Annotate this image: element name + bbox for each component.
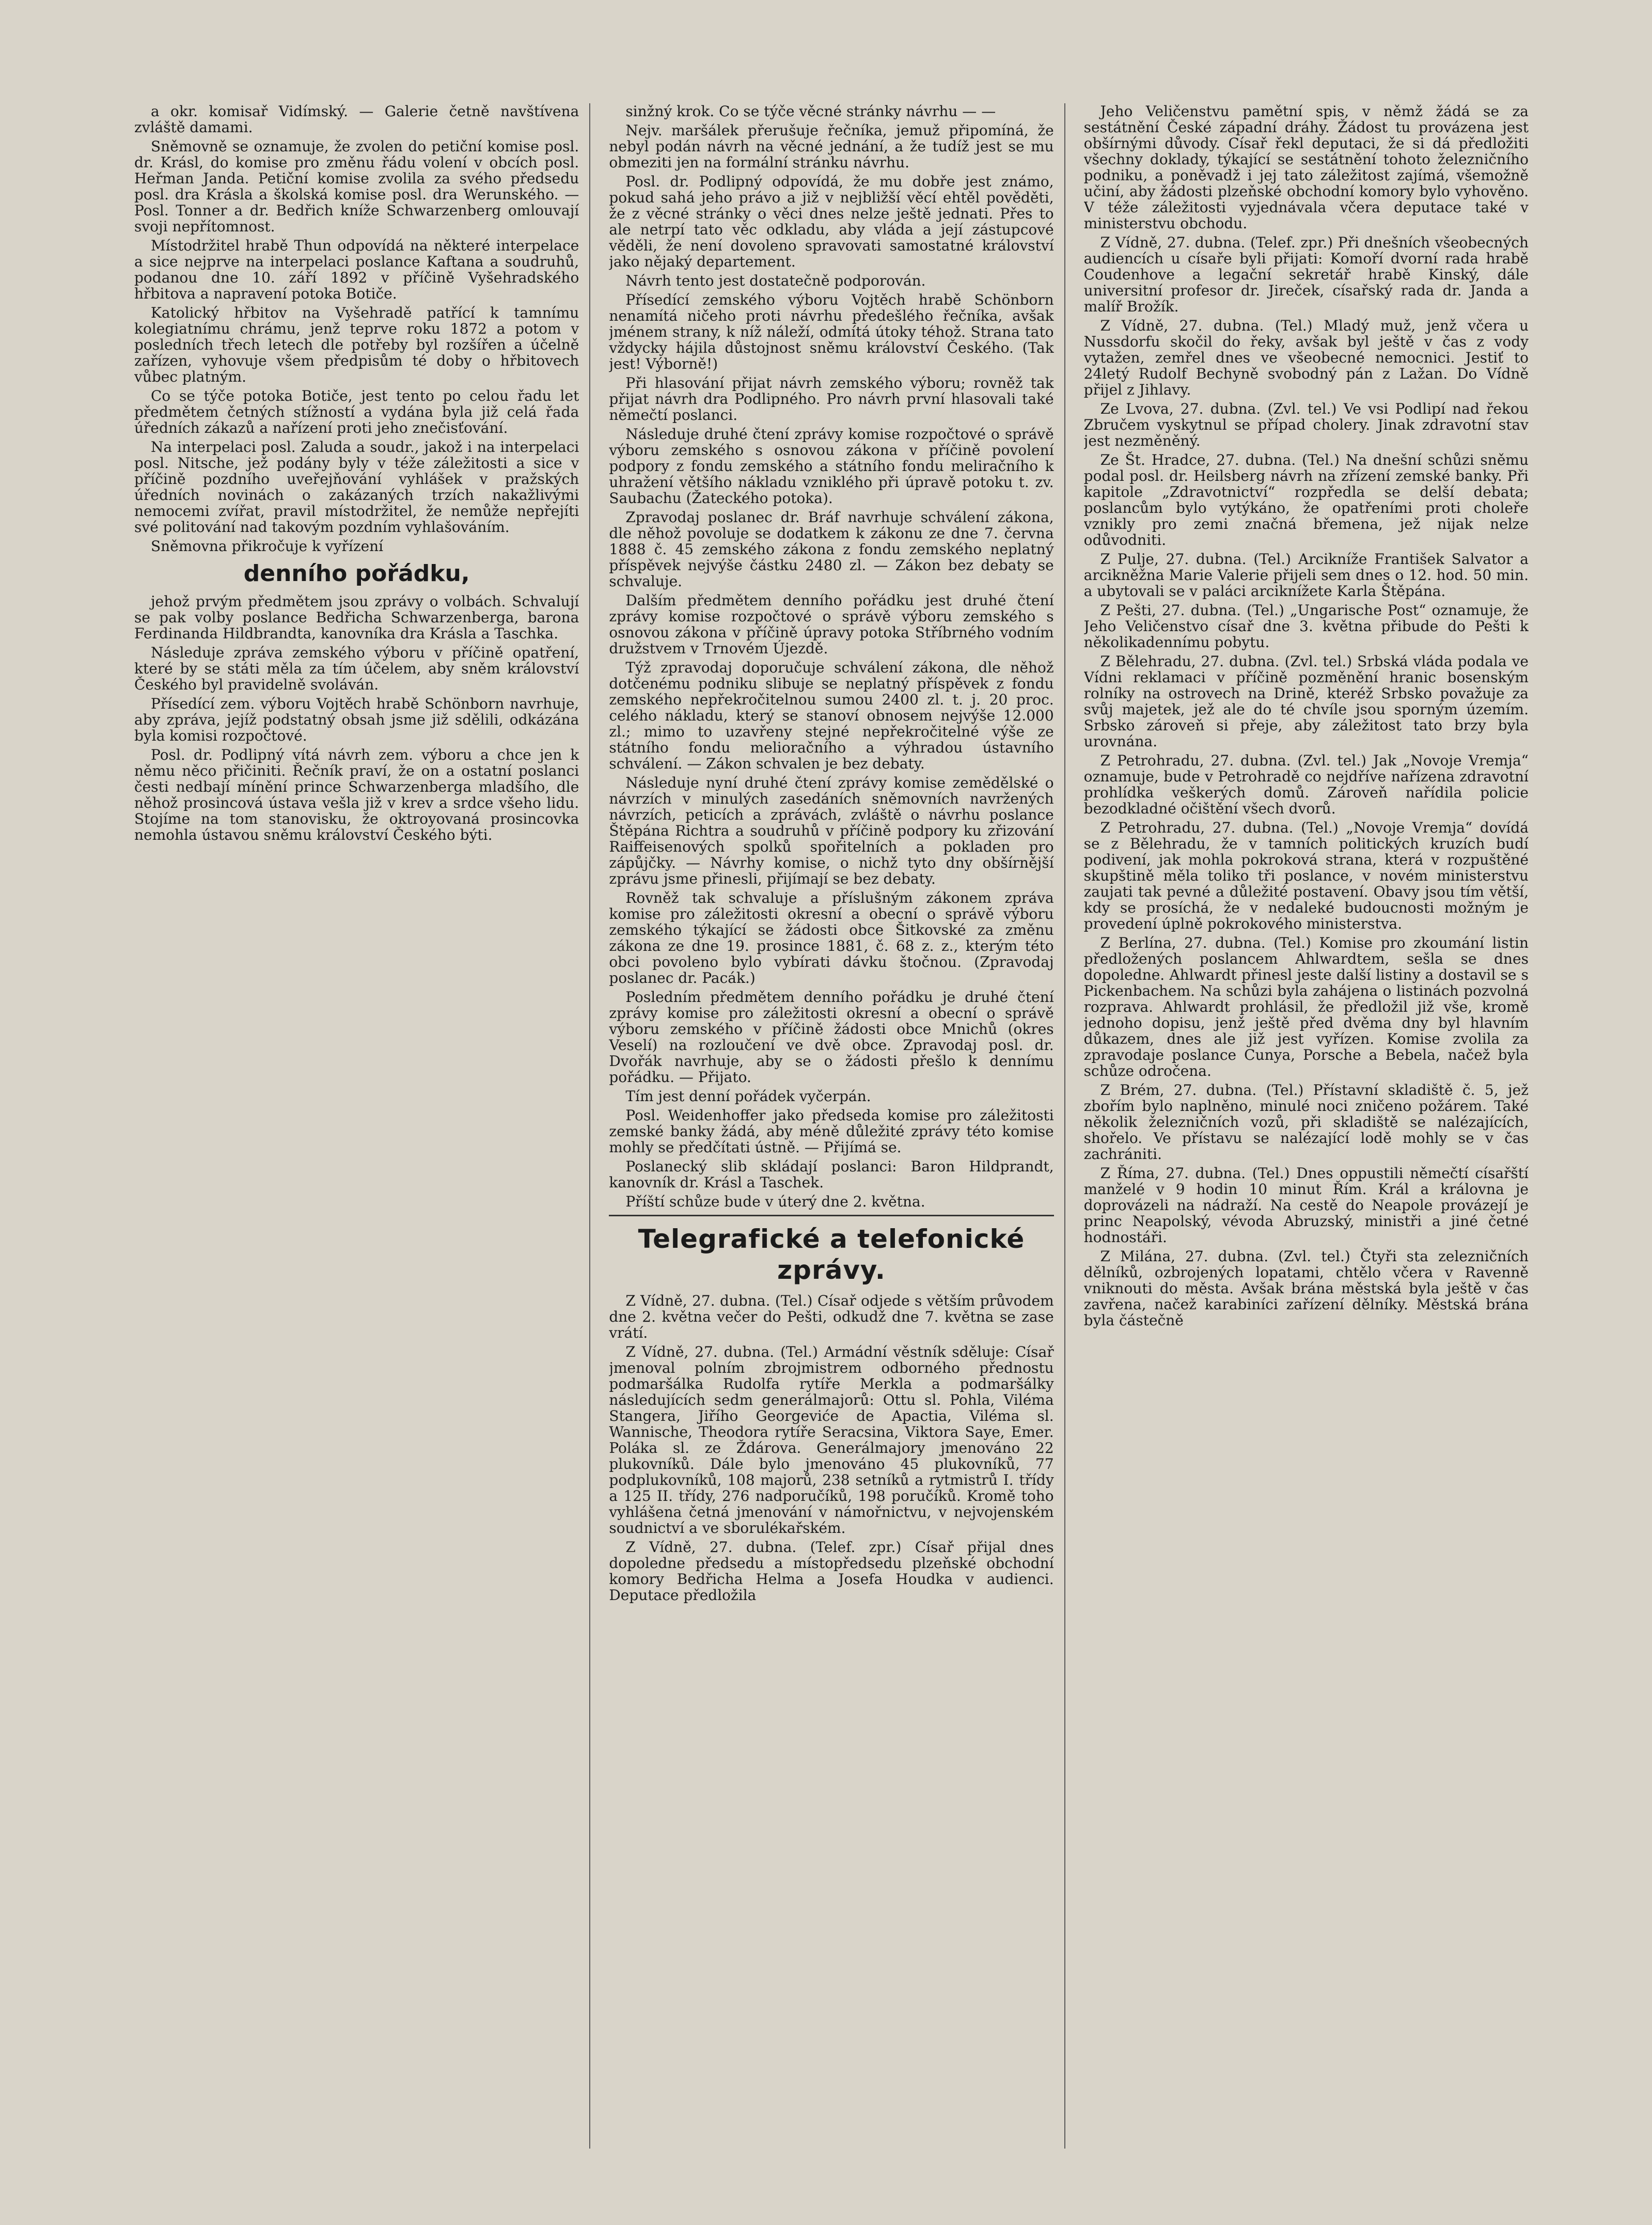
paragraph: Přísedící zem. výboru Vojtěch hrabě Schönborn navrhuje, aby zpráva, jejíž podstatný obsah jsme již sdělili, odkázána byla komisi rozpočtové.	[134, 695, 579, 744]
paragraph: Tím jest denní pořádek vyčerpán.	[625, 1088, 871, 1105]
column-3	[1084, 103, 1529, 2149]
paragraph: Zpravodaj poslanec dr. Bráf navrhuje schválení zákona, dle něhož povoluje se dodatkem k zákonu ze dne 7. června 1888 č. 45 zemského zákona z fondu zemského neplatný příspěvek nejvýše částku 2480 zl. — Zákon bez debaty se schvaluje.	[609, 509, 1054, 590]
paragraph: Z Pulje, 27. dubna. (Tel.) Arcikníže František Salvator a arcikněžna Marie Valerie přijeli sem dnes o 12. hod. 50 min. a ubytovali se v paláci arciknížete Karla Štěpána.	[1083, 551, 1529, 600]
paragraph: Při hlasování přijat návrh zemského výboru; rovněž tak přijat návrh dra Podlipného. Pro návrh první hlasovali také němečtí poslanci.	[609, 374, 1054, 424]
paragraph: Z Vídně, 27. dubna. (Tel.) Císař odjede s větším průvodem dne 2. května večer do Pešti, odkudž dne 7. května se zase vrátí.	[609, 1292, 1054, 1341]
paragraph: Z Pešti, 27. dubna. (Tel.) „Ungarische Post“ oznamuje, že Jeho Veličenstvo císař dne 3. května přibude do Pešti k několikadennímu pobytu.	[1083, 602, 1529, 651]
paragraph: Posl. dr. Podlipný odpovídá, že mu dobře jest známo, pokud sahá jeho právo a již v nejbližší věcí ehtěl pověděti, že z věcné stránky o věci dnes nelze ještě jednati. Přes to ale netrpí tato věc odkladu, aby vláda a její zástupcové věděli, že není dovoleno spravovati samostatné království jako nějaký departement.	[609, 173, 1054, 270]
paragraph: Z Bělehradu, 27. dubna. (Zvl. tel.) Srbská vláda podala ve Vídni reklamaci v příčině pozměnění hranic bosenským rolníky na ostrovech na Drině, kteréž Srbsko považuje za svůj majetek, jež ale do té chvíle jsou sporným územím. Srbsko zároveň si přeje, aby záležitost tato brzy byla urovnána.	[1083, 653, 1529, 750]
paragraph: Katolický hřbitov na Vyšehradě patřící k tamnímu kolegiatnímu chrámu, jenž teprve roku 1872 a potom v posledních třech letech dle potřeby byl rozšířen a účelně zařízen, vyhovuje všem předpisům té doby o hřbitovech vůbec platným.	[134, 304, 579, 385]
paragraph: Na interpelaci posl. Zaluda a soudr., jakož i na interpelaci posl. Nitsche, jež podány byly v téže záležitosti a sice v příčině pozdního uveřejňování vyhlášek v pražských úředních novinách o zakázaných trzích nakažlivými nemocemi zvířat, pravil místodržitel, že nemůže nepřejíti své politování nad takovým pozdním vyhlašováním.	[134, 438, 579, 536]
column-2	[609, 103, 1065, 2149]
paragraph: jehož prvým předmětem jsou zprávy o volbách. Schvalují se pak volby poslance Bedřicha Schwarzenberga, barona Ferdinanda Hildbrandta, kanovníka dra Krásla a Taschka.	[134, 593, 579, 642]
paragraph: Z Vídně, 27. dubna. (Telef. zpr.) Při dnešních všeobecných audiencích u císaře byli přijati: Komoří dvorní rada hrabě Coudenhove a legační sekretář hrabě Kinský, dále universitní profesor dr. Jireček, císařský rada dr. Janda a malíř Brožík.	[1083, 234, 1529, 315]
paragraph: Přísedící zemského výboru Vojtěch hrabě Schönborn nenamítá ničeho proti návrhu předešlého řečníka, avšak jménem strany, k níž náleží, odmítá útoky téhož. Strana tato vždycky hájila důstojnost sněmu království Českého. (Tak jest! Výborně!)	[609, 291, 1054, 372]
paragraph: Jeho Veličenstvu pamětní spis, v němž žádá se za sestátnění České západní dráhy. Žádost tu provázena jest obšírnými důvody. Císař řekl deputaci, že si dá předložiti všechny doklady, týkající se sestátnění tohoto železničního podniku, a poněvadž i jej tato záležitost zajímá, všemožně učiní, aby žádosti plzeňské obchodní komory bylo vyhověno. V téže záležitosti vyjednávala včera deputace také v ministerstvu obchodu.	[1083, 103, 1529, 232]
paragraph: Příští schůze bude v úterý dne 2. května.	[625, 1193, 925, 1210]
paragraph: Z Berlína, 27. dubna. (Tel.) Komise pro zkoumání listin předložených poslancem Ahlwardtem, sešla se dnes dopoledne. Ahlwardt přinesl jeste další listiny a dostavil se s Pickenbachem. Na schůzi byla zahájena o listinách pozvolná rozprava. Ahlwardt prohlásil, že předložil již vše, kromě jednoho dopisu, jenž ještě před dvěma dny byl hlavním důkazem, dnes ale již jest vyřízen. Komise zvolila za zpravodaje poslance Cunya, Porsche a Bebela, načež byla schůze odročena.	[1083, 934, 1529, 1079]
paragraph: Z Petrohradu, 27. dubna. (Tel.) „Novoje Vremja“ dovídá se z Bělehradu, že v tamních politických kruzích budí podivení, jak mohla pokroková strana, která v rozpuštěné skupštině měla toliko tři poslance, v novém ministerstvu zaujati tak pevné a důležité postavení. Obavy jsou tím větší, kdy se prosíchá, že v nedaleké budoucnosti možným je provedení úplně pokrokového ministerstva.	[1083, 819, 1529, 932]
paragraph: Posledním předmětem denního pořádku je druhé čtení zprávy komise pro záležitosti okresní a obecní o správě výboru zemského v příčině žádosti obce Mnichů (okres Veselí) na rozloučení ve dvě obce. Zpravodaj posl. dr. Dvořák navrhuje, aby se o žádosti přešlo k dennímu pořádku. — Přijato.	[609, 989, 1054, 1086]
telegraph-section-title: Telegrafické a telefonické zprávy.	[638, 1224, 1025, 1285]
paragraph: Návrh tento jest dostatečně podporován.	[625, 272, 926, 289]
paragraph: Místodržitel hrabě Thun odpovídá na některé interpelace a sice nejprve na interpelaci poslance Kaftana a soudruhů, podanou dne 10. září 1892 v příčině Vyšehradského hřbitova a napravení potoka Botiče.	[134, 237, 579, 302]
newspaper-page	[134, 103, 1529, 2149]
paragraph: Co se týče potoka Botiče, jest tento po celou řadu let předmětem četných stížností a vydána byla již celá řada úředních zákazů a nařízení proti jeho znečisťování.	[134, 387, 579, 436]
paragraph: Sněmovna přikročuje k vyřízení	[151, 538, 384, 555]
paragraph: Z Říma, 27. dubna. (Tel.) Dnes oppustili němečtí císařští manželé v 9 hodin 10 minut Řím. Král a královna je doprovázeli na nádraží. Na cestě do Neapole provázejí je princ Neapolský, vévoda Abruzský, ministři a jiné četné hodnostáři.	[1083, 1165, 1529, 1246]
paragraph: Rovněž tak schvaluje a příslušným zákonem zpráva komise pro záležitosti okresní a obecní o správě výboru zemského týkající se žádosti obce Šitkovské za změnu zákona ze dne 19. prosince 1881, č. 68 z. z., kterým této obci povoleno bylo vybírati dávku štočnou. (Zpravodaj poslanec dr. Pacák.)	[609, 889, 1054, 986]
column-1	[134, 103, 590, 2149]
paragraph: Týž zpravodaj doporučuje schválení zákona, dle něhož dotčenému podniku slibuje se neplatný příspěvek z fondu zemského nepřekročitelnou sumou 2400 zl. t. j. 20 proc. celého nákladu, který se stanoví obnosem nejvýše 12.000 zl.; mimo to uzavřeny stejné nepřekročitelné výše ze státního fondu melioračního a výhradou ústavního schválení. — Zákon schvalen je bez debaty.	[609, 659, 1054, 772]
paragraph: Z Milána, 27. dubna. (Zvl. tel.) Čtyři sta zelezničních dělníků, ozbrojených lopatami, chtělo včera v Ravenně vniknouti do města. Avšak brána městská byla ještě v čas zavřena, načež karabiníci zařízení dělníky. Městská brána byla částečně	[1083, 1248, 1529, 1329]
paragraph: Nejv. maršálek přerušuje řečníka, jemuž připomíná, že nebyl podán návrh na věcné jednání, a že tudíž jest se mu obmeziti jen na formální stránku návrhu.	[609, 122, 1054, 171]
paragraph: Ze Št. Hradce, 27. dubna. (Tel.) Na dnešní schůzi sněmu podal posl. dr. Heilsberg návrh na zřízení zemské banky. Při kapitole „Zdravotnictví“ rozpředla se delší debata; poslancům bylo vytýkáno, že opatřeními proti choleře vznikly pro zemi značná břemena, jež nijak nelze odůvodniti.	[1083, 451, 1529, 549]
paragraph: Z Vídně, 27. dubna. (Tel.) Mladý muž, jenž včera u Nussdorfu skočil do řeky, avšak byl ještě v čas z vody vytažen, zemřel dnes ve všeobecné nemocnici. Jestiť to 24letý Rudolf Bechyně svobodný pán z Lažan. Do Vídně přijel z Jihlavy.	[1083, 317, 1529, 398]
paragraph: Posl. Weidenhoffer jako předseda komise pro záležitosti zemské banky žádá, aby méně důležité zprávy této komise mohly se předčítati ústně. — Přijímá se.	[609, 1107, 1054, 1156]
paragraph: a okr. komisař Vidímský. — Galerie četně navštívena zvláště damami.	[134, 103, 579, 136]
paragraph: Posl. dr. Podlipný vítá návrh zem. výboru a chce jen k němu něco přičiniti. Řečník praví, že on a ostatní poslanci česti nedbají mínění prince Schwarzenberga mladšího, dle něhož prosincová ústava vešla již v krev a srdce všeho lidu. Stojíme na tom stanovisku, že oktroyovaná prosincovka nemohla ústavou sněmu království Českého býti.	[134, 746, 579, 843]
paragraph: Ze Lvova, 27. dubna. (Zvl. tel.) Ve vsi Podlipí nad řekou Zbručem vyskytnul se případ cholery. Jinak zdravotní stav jest nezměněný.	[1083, 400, 1529, 449]
section-divider	[609, 1215, 1053, 1216]
paragraph: Dalším předmětem denního pořádku jest druhé čtení zprávy komise rozpočtové o správě výboru zemského s osnovou zákona v příčině úpravy potoka Stříbrného vodním družstvem v Trnovém Újezdě.	[609, 592, 1054, 657]
paragraph: Následuje nyní druhé čtení zprávy komise zemědělské o návrzích v minulých zasedáních sněmovních navržených návrzích, peticích a zprávách, zvláště o návrhu poslance Štěpána Richtra a soudruhů v příčině podpory ku zřizování Raiffeisenových spolků spořitelních a pokladen pro zápůjčky. — Návrhy komise, o nichž tyto dny obšírnější zprávu jsme přinesli, přijímají se bez debaty.	[609, 774, 1054, 887]
paragraph: Z Vídně, 27. dubna. (Tel.) Armádní věstník sděluje: Císař jmenoval polním zbrojmistrem odborného přednostu podmaršálka Rudolfa rytíře Merkla a podmaršálky následujících sedm generálmajorů: Ottu sl. Pohla, Viléma Stangera, Jiřího Georgeviće de Apactia, Viléma sl. Wannische, Theodora rytíře Seracsina, Viktora Saye, Emer. Poláka sl. ze Ždárova. Generálmajory jmenováno 22 plukovníků. Dále bylo jmenováno 45 plukovníků, 77 podplukovníků, 108 majorů, 238 setníků a rytmistrů I. třídy a 125 II. třídy, 276 nadporučíků, 198 poručíků. Kromě toho vyhlášena četná jmenování v námořnictvu, v nejvojenském soudnictví a ve sborulékařském.	[609, 1343, 1054, 1537]
paragraph: Z Vídně, 27. dubna. (Telef. zpr.) Císař přijal dnes dopoledne předsedu a místopředsedu plzeňské obchodní komory Bedřicha Helma a Josefa Houdka v audienci. Deputace předložila	[609, 1539, 1054, 1604]
paragraph: sinžný krok. Co se týče věcné stránky návrhu — —	[625, 103, 996, 120]
paragraph: Z Brém, 27. dubna. (Tel.) Přístavní skladiště č. 5, jež zbořím bylo naplněno, minulé noci zničeno požárem. Také několik železničních vozů, při skladiště se nalézajících, shořelo. Ve přístavu se nalézající lodě mohly se v čas zachrániti.	[1083, 1082, 1529, 1163]
section-heading: denního pořádku,	[243, 560, 470, 587]
paragraph: Následuje zpráva zemského výboru v příčině opatření, které by se státi měla za tím účelem, aby sněm království Českého byl pravidelně svoláván.	[134, 644, 579, 693]
paragraph: Sněmovně se oznamuje, že zvolen do petiční komise posl. dr. Krásl, do komise pro změnu řádu volení v obcích posl. Heřman Janda. Petiční komise zvolila za svého předsedu posl. dra Krásla a školská komise posl. dra Werunského. — Posl. Tonner a dr. Bedřich kníže Schwarzenberg omlouvají svoji nepřítomnost.	[134, 138, 579, 235]
paragraph: Poslanecký slib skládají poslanci: Baron Hildprandt, kanovník dr. Krásl a Taschek.	[609, 1158, 1054, 1191]
paragraph: Z Petrohradu, 27. dubna. (Zvl. tel.) Jak „Novoje Vremja“ oznamuje, bude v Petrohradě co nejdříve nařízena zdravotní prohlídka veškerých domů. Zároveň nařídila policie bezodkladné očištění všech dvorů.	[1083, 752, 1529, 817]
paragraph: Následuje druhé čtení zprávy komise rozpočtové o správě výboru zemského s osnovou zákona v příčině povolení podpory z fondu zemského a státního fondu meliračního k uhražení většího nákladu vzniklého při úpravě potoku t. zv. Saubachu (Žateckého potoka).	[609, 426, 1054, 507]
